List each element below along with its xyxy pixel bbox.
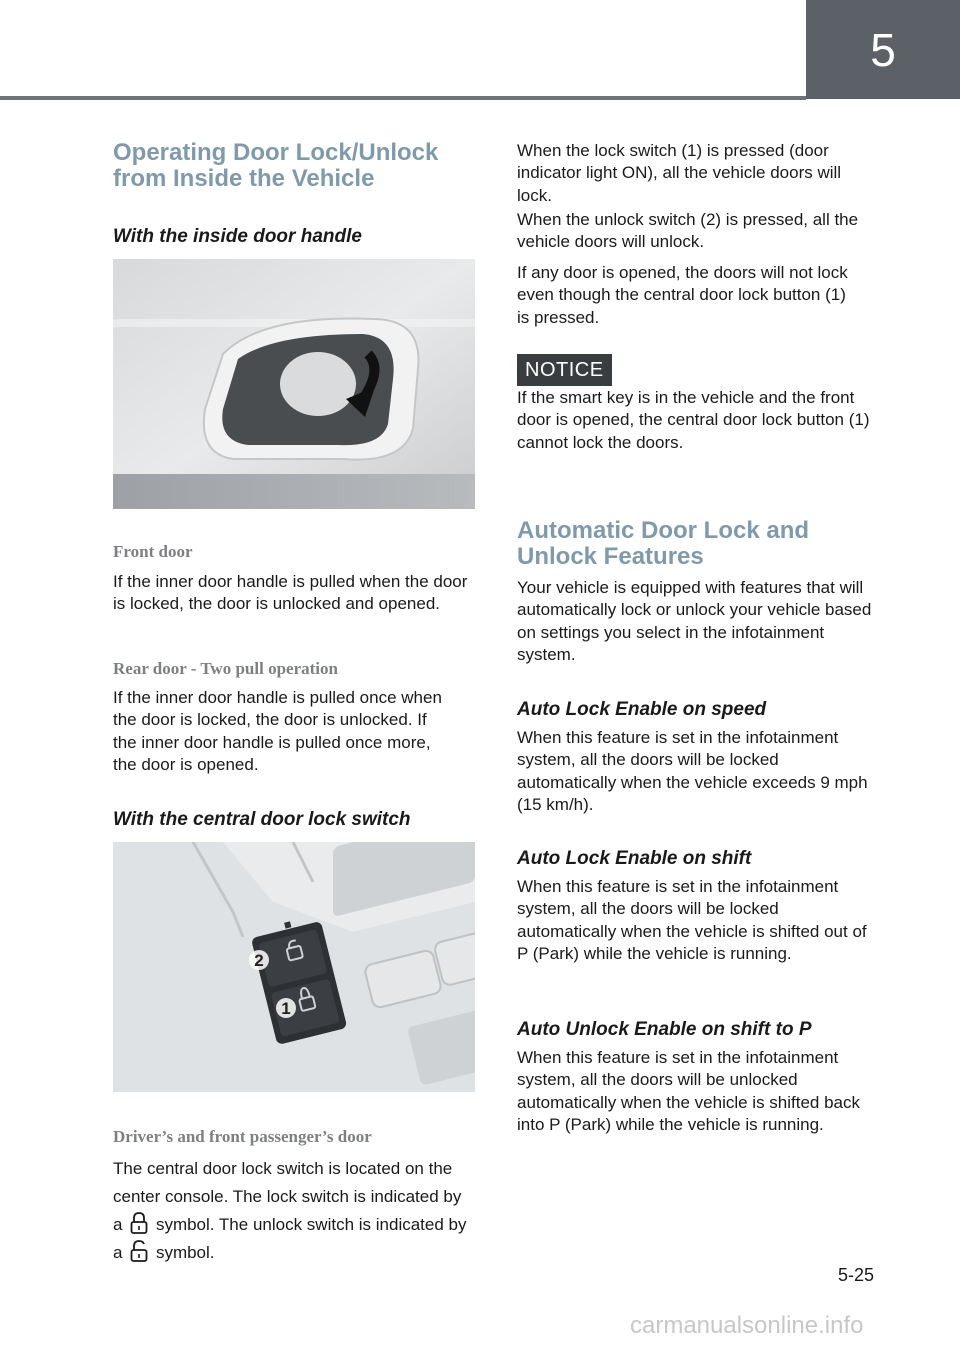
section-title-line-1: Operating Door Lock/Unlock (113, 139, 439, 166)
unlock-switch-text: When the unlock switch (2) is pressed, all the vehicle doors will unlock. (517, 210, 859, 252)
page-number: 5-25 (838, 1265, 875, 1285)
watermark: carmanualsonline.info (630, 1312, 864, 1339)
front-door-text: If the inner door handle is pulled when the door is locked, the door is unlocked and opened. (113, 572, 468, 614)
lock-switch-text: When the lock switch (1) is pressed (door indicator light ON), all the vehicle doors will lock. (517, 141, 842, 205)
rear-door-text: If the inner door handle is pulled once when the door is locked, the door is unlocked. If the inner door handle is pulled once more, the door is opened. (113, 688, 442, 774)
lock-icon (129, 1211, 149, 1235)
door-handle-illustration (113, 259, 475, 509)
subheading-auto-lock-speed: Auto Lock Enable on speed (517, 699, 767, 720)
header-rule (0, 96, 806, 100)
auto-lock-speed-text: When this feature is set in the infotainment system, all the doors will be locked automatically when the vehicle exceeds 9 mph (15 km/h). (517, 728, 868, 814)
central-switch-photo (113, 842, 475, 1092)
door-open-text: If any door is opened, the doors will not lock even though the central door lock button (1) is pressed. (517, 263, 848, 327)
central-switch-illustration (113, 842, 475, 1092)
section2-line-1: Automatic Door Lock and (517, 517, 810, 544)
door-handle-photo (113, 259, 475, 509)
caption-driver-door: Driver’s and front passenger’s door (113, 1127, 372, 1146)
caption-front-door: Front door (113, 542, 193, 561)
subheading-inside-handle: With the inside door handle (113, 226, 362, 247)
central-switch-text (113, 1155, 475, 1267)
switch-text-part3: symbol. (155, 1243, 215, 1262)
notice-text: If the smart key is in the vehicle and the front door is opened, the central door lock button (1) cannot lock the doors. (517, 388, 870, 452)
chapter-number: 5 (870, 23, 896, 76)
automatic-intro-text: Your vehicle is equipped with features that will automatically lock or unlock your vehicle based on settings you select in the infotainment system. (517, 578, 872, 664)
switch-text-part1: The central door lock switch is located on the center console. The lock switch is indicated by a (113, 1159, 462, 1234)
chapter-tab (806, 0, 960, 99)
switch-label-1: 1 (281, 999, 291, 1018)
section-title-line-2: from Inside the Vehicle (113, 165, 375, 192)
switch-label-2: 2 (254, 951, 264, 970)
switch-text-part2: symbol. The unlock switch is indicated by a (113, 1215, 467, 1262)
section-title-inside (113, 140, 438, 192)
section-title-automatic (517, 518, 809, 570)
subheading-auto-lock-shift: Auto Lock Enable on shift (517, 848, 752, 869)
subheading-central-switch: With the central door lock switch (113, 809, 411, 830)
notice-badge: NOTICE (517, 354, 612, 386)
caption-rear-door: Rear door - Two pull operation (113, 659, 338, 678)
unlock-icon (129, 1239, 149, 1263)
auto-lock-shift-text: When this feature is set in the infotainment system, all the doors will be locked automatically when the vehicle is shifted out of P (Park) while the vehicle is running. (517, 877, 867, 963)
section2-line-2: Unlock Features (517, 543, 704, 570)
auto-unlock-shift-text: When this feature is set in the infotainment system, all the doors will be unlocked automatically when the vehicle is shifted back into P (Park) while the vehicle is running. (517, 1048, 861, 1134)
subheading-auto-unlock-shift: Auto Unlock Enable on shift to P (517, 1019, 812, 1040)
